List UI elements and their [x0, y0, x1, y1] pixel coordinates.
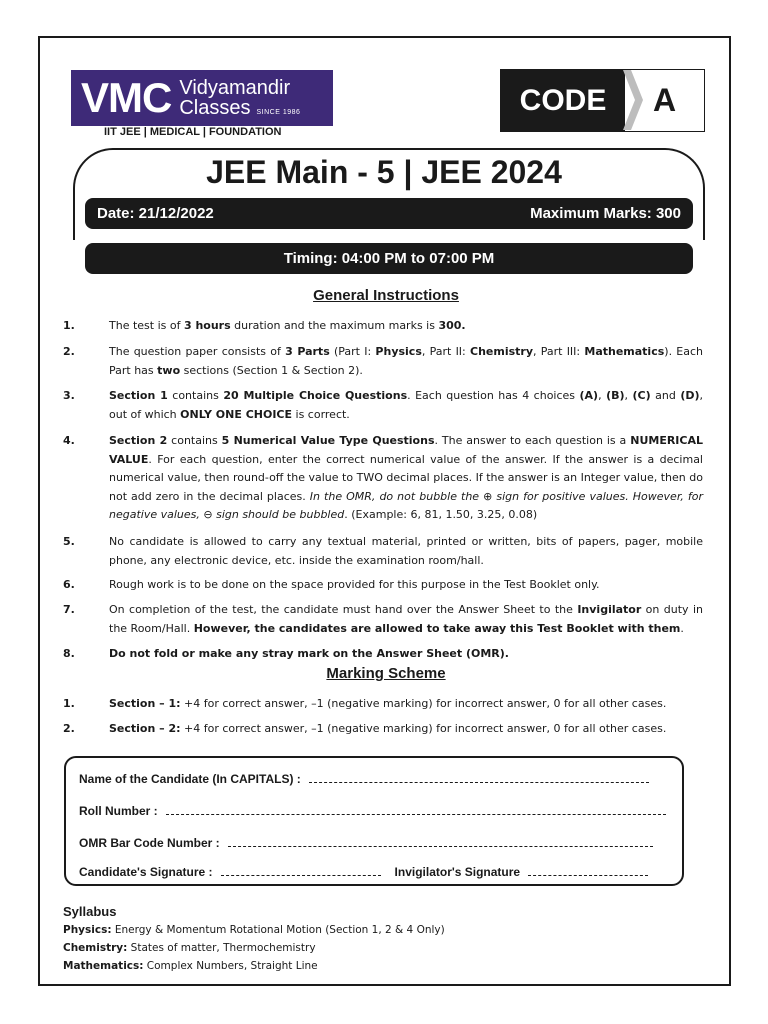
exam-timing: Timing: 04:00 PM to 07:00 PM	[283, 250, 495, 267]
roll-row	[79, 804, 666, 818]
text: Do not fold or make any stray mark on the Answer Sheet (OMR).	[109, 647, 509, 660]
syllabus-math	[63, 960, 318, 972]
exam-date: Date: 21/12/2022	[97, 205, 214, 222]
instruction-4	[63, 432, 703, 525]
instruction-number: 6.	[63, 578, 75, 591]
code-label: CODE	[501, 70, 625, 131]
exam-title: JEE Main - 5 | JEE 2024	[206, 154, 562, 190]
text: Section – 2:	[109, 722, 181, 735]
date-marks-bar	[85, 198, 693, 229]
marking-2	[63, 720, 703, 739]
instruction-number: 5.	[63, 535, 75, 548]
code-arrow-icon	[623, 70, 643, 130]
text: sections (Section 1 & Section 2).	[180, 363, 363, 377]
text: States of matter, Thermochemistry	[127, 942, 316, 954]
text: 3 Parts	[285, 345, 330, 358]
text: However, the candidates are allowed to take away this Test Booklet with them	[193, 621, 681, 635]
instruction-number: 3.	[63, 389, 75, 402]
text: Complex Numbers, Straight Line	[143, 960, 318, 972]
instruction-2	[63, 343, 703, 380]
name-field[interactable]	[309, 782, 649, 783]
timing-bar	[85, 243, 693, 274]
code-letter: A	[652, 82, 677, 118]
instruction-8	[63, 645, 703, 664]
text: and	[650, 389, 681, 402]
text: Physics	[375, 345, 422, 358]
text: +4 for correct answer, –1 (negative marking) for incorrect answer, 0 for all other cases.	[180, 697, 667, 710]
text: ,	[624, 389, 633, 402]
marking-1	[63, 695, 703, 714]
syllabus-chemistry	[63, 942, 316, 954]
omr-label: OMR Bar Code Number :	[79, 836, 220, 850]
text: The question paper consists of	[109, 345, 286, 358]
text: No candidate is allowed to carry any textual material, printed or written, bits of papers, pager, mobile phone, any electronic device, etc. inside the examination room/hall.	[109, 535, 703, 567]
instruction-1	[63, 317, 703, 336]
text: . For each question, enter the correct numerical value of the answer. If the answer is a decimal numerical value, then round-off the value to TWO decimal places. If the answer is an Integer value, then do not add zero in the decimal places.	[109, 452, 703, 503]
vmc-logo	[71, 70, 333, 126]
candidate-form	[64, 756, 684, 886]
text: Chemistry	[470, 345, 533, 358]
text: Physics:	[63, 924, 112, 936]
instruction-number: 4.	[63, 434, 75, 447]
logo-brand: VMC	[81, 74, 172, 121]
name-label: Name of the Candidate (In CAPITALS) :	[79, 772, 301, 786]
text: , Part III:	[533, 345, 585, 358]
text: Mathematics	[584, 345, 665, 358]
logo-classes: Classes	[179, 97, 251, 119]
text: In the OMR, do not bubble the ⊕ sign for positive values. However, for negative values, ⊖ sign should be bubbled	[109, 489, 703, 521]
marking-scheme-heading: Marking Scheme	[326, 665, 446, 682]
name-row	[79, 772, 649, 786]
omr-field[interactable]	[228, 846, 653, 847]
invigilator-signature-label: Invigilator's Signature	[394, 865, 521, 879]
exam-max-marks: Maximum Marks: 300	[530, 205, 681, 222]
text: +4 for correct answer, –1 (negative marking) for incorrect answer, 0 for all other cases.	[180, 722, 667, 735]
text: ONLY ONE CHOICE	[180, 407, 293, 421]
marking-number: 2.	[63, 722, 75, 735]
text: NUMERICAL VALUE	[109, 434, 703, 466]
text: contains	[167, 389, 224, 402]
invigilator-signature-field[interactable]	[528, 875, 648, 876]
text: duration and the maximum marks is	[230, 319, 439, 332]
text: (C)	[632, 389, 651, 402]
syllabus-physics	[63, 924, 445, 936]
instruction-number: 8.	[63, 647, 75, 660]
logo-name: Vidyamandir	[179, 77, 291, 99]
marking-number: 1.	[63, 697, 75, 710]
text: 3 hours	[183, 319, 231, 332]
text: is correct.	[292, 407, 350, 421]
signature-row	[79, 865, 648, 879]
text: (D)	[680, 389, 700, 402]
text: Rough work is to be done on the space provided for this purpose in the Test Booklet only.	[109, 578, 600, 591]
code-box	[500, 69, 705, 132]
text: On completion of the test, the candidate must hand over the Answer Sheet to the	[109, 603, 578, 616]
instruction-number: 7.	[63, 603, 75, 616]
instruction-5	[63, 533, 703, 570]
text: , Part II:	[421, 345, 470, 358]
text: Mathematics:	[63, 960, 144, 972]
text: (B)	[606, 389, 625, 402]
text: Chemistry:	[63, 942, 128, 954]
general-instructions-heading: General Instructions	[313, 287, 459, 304]
text: ,	[598, 389, 607, 402]
text: , out of which	[109, 389, 703, 421]
text: Section 2	[109, 434, 168, 447]
text: two	[157, 363, 181, 377]
logo-since: SINCE 1986	[256, 109, 301, 116]
instruction-number: 2.	[63, 345, 75, 358]
text: ). Each Part has	[109, 345, 704, 377]
text: contains	[167, 434, 222, 447]
text: Energy & Momentum Rotational Motion (Section 1, 2 & 4 Only)	[111, 924, 445, 936]
text: (A)	[579, 389, 599, 402]
instruction-number: 1.	[63, 319, 75, 332]
candidate-signature-field[interactable]	[221, 875, 381, 876]
text: . Each question has 4 choices	[407, 389, 580, 402]
text: .	[680, 621, 684, 635]
instruction-6	[63, 576, 703, 595]
roll-label: Roll Number :	[79, 804, 158, 818]
roll-field[interactable]	[166, 814, 666, 815]
text: 300.	[438, 319, 466, 332]
instruction-7	[63, 601, 703, 638]
text: 5 Numerical Value Type Questions	[221, 434, 435, 447]
text: Section – 1:	[109, 697, 181, 710]
syllabus-heading: Syllabus	[63, 904, 117, 919]
logo-tagline: IIT JEE | MEDICAL | FOUNDATION	[104, 126, 282, 138]
text: 20 Multiple Choice Questions	[223, 389, 408, 402]
candidate-signature-label: Candidate's Signature :	[79, 865, 213, 879]
text: on duty in the Room/Hall.	[109, 603, 703, 635]
text: The test is of	[109, 319, 184, 332]
text: (Part I:	[329, 345, 376, 358]
omr-row	[79, 836, 653, 850]
text: . (Example: 6, 81, 1.50, 3.25, 0.08)	[344, 508, 538, 521]
text: Invigilator	[577, 603, 642, 616]
text: . The answer to each question is a	[434, 434, 631, 447]
text: Section 1	[109, 389, 168, 402]
instruction-3	[63, 387, 703, 424]
